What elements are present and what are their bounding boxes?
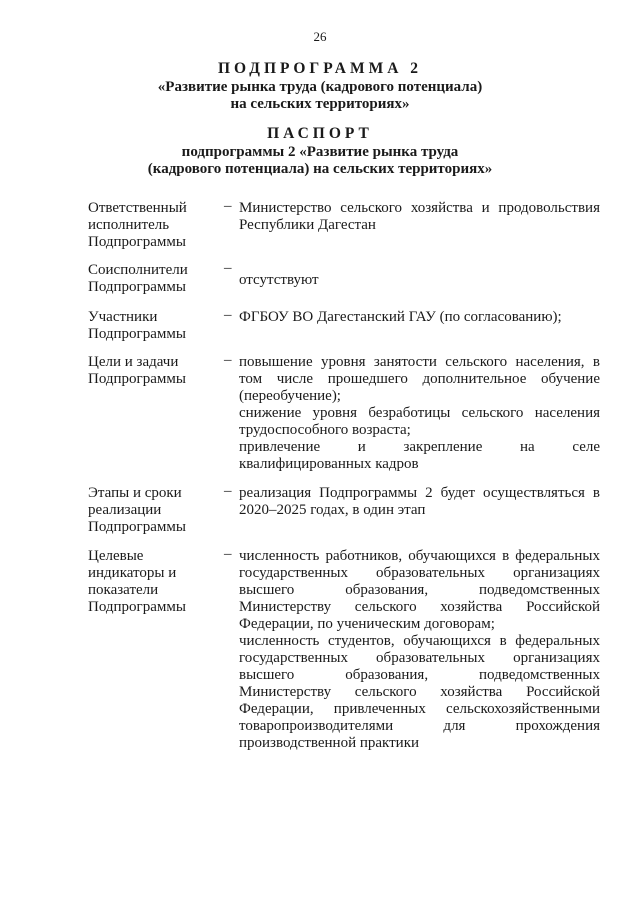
row-dash: – (224, 307, 232, 323)
value-line: квалифицированных кадров (239, 456, 419, 472)
label-line: Участники (88, 309, 158, 325)
value-line: том числе прошедшего дополнительное обучение (239, 371, 600, 387)
row-value (239, 309, 600, 326)
row-value (239, 485, 600, 519)
label-line: Подпрограммы (88, 599, 186, 615)
row-dash: – (224, 483, 232, 499)
row-dash: – (224, 198, 232, 214)
value-line: высшего образования, подведомственных (239, 582, 600, 598)
value-line: привлечение и закрепление на селе (239, 439, 600, 455)
label-line: Подпрограммы (88, 279, 186, 295)
passport-subtitle-line-2: (кадрового потенциала) на сельских территориях» (147, 161, 493, 177)
label-line: Цели и задачи (88, 354, 179, 370)
value-line: товаропроизводителями для прохождения (239, 718, 600, 734)
label-line: Этапы и сроки (88, 485, 182, 501)
row-label (88, 200, 216, 251)
value-line: Федерации, привлеченных сельскохозяйственными (239, 701, 600, 717)
value-line: государственных образовательных организациях (239, 650, 600, 666)
value-line: повышение уровня занятости сельского населения, в (239, 354, 600, 370)
row-dash: – (224, 260, 232, 276)
label-line: реализации (88, 502, 162, 518)
subprogram-title: ПОДПРОГРАММА 2 (217, 60, 423, 77)
value-line: снижение уровня безработицы сельского населения (239, 405, 600, 421)
row-label (88, 262, 216, 296)
label-line: показатели (88, 582, 159, 598)
subprogram-subtitle-line-1: «Развитие рынка труда (кадрового потенциала) (157, 79, 483, 95)
label-line: Подпрограммы (88, 371, 186, 387)
value-line: отсутствуют (239, 272, 319, 288)
label-line: Подпрограммы (88, 326, 186, 342)
value-line: Министерству сельского хозяйства Российской (239, 599, 600, 615)
row-label (88, 548, 216, 616)
row-value (239, 200, 600, 234)
label-line: Соисполнители (88, 262, 188, 278)
value-line: государственных образовательных организациях (239, 565, 600, 581)
row-label (88, 485, 216, 536)
value-line: ФГБОУ ВО Дагестанский ГАУ (по согласованию); (239, 309, 562, 325)
label-line: Подпрограммы (88, 234, 186, 250)
value-line: реализация Подпрограммы 2 будет осуществляться в (239, 485, 600, 501)
value-line: Министерство сельского хозяйства и продовольствия (239, 200, 600, 216)
value-line: Республики Дагестан (239, 217, 376, 233)
passport-subtitle-line-1: подпрограммы 2 «Развитие рынка труда (181, 144, 459, 160)
row-value (239, 272, 600, 289)
value-line: Федерации, по ученическим договорам; (239, 616, 495, 632)
row-label (88, 309, 216, 343)
row-dash: – (224, 546, 232, 562)
value-line: Министерству сельского хозяйства Российской (239, 684, 600, 700)
label-line: Ответственный (88, 200, 187, 216)
subprogram-subtitle-line-2: на сельских территориях» (230, 96, 410, 112)
value-line: производственной практики (239, 735, 420, 751)
value-line: 2020–2025 годах, в один этап (239, 502, 426, 518)
value-line: (переобучение); (239, 388, 341, 404)
row-label (88, 354, 216, 388)
row-value (239, 548, 600, 752)
value-line: численность студентов, обучающихся в федеральных (239, 633, 600, 649)
label-line: исполнитель (88, 217, 170, 233)
row-value (239, 354, 600, 473)
passport-title: ПАСПОРТ (267, 125, 373, 142)
value-line: высшего образования, подведомственных (239, 667, 600, 683)
value-line: трудоспособного возраста; (239, 422, 411, 438)
label-line: индикаторы и (88, 565, 177, 581)
page-number: 26 (313, 29, 327, 44)
value-line: численность работников, обучающихся в федеральных (239, 548, 600, 564)
row-dash: – (224, 352, 232, 368)
label-line: Подпрограммы (88, 519, 186, 535)
label-line: Целевые (88, 548, 144, 564)
